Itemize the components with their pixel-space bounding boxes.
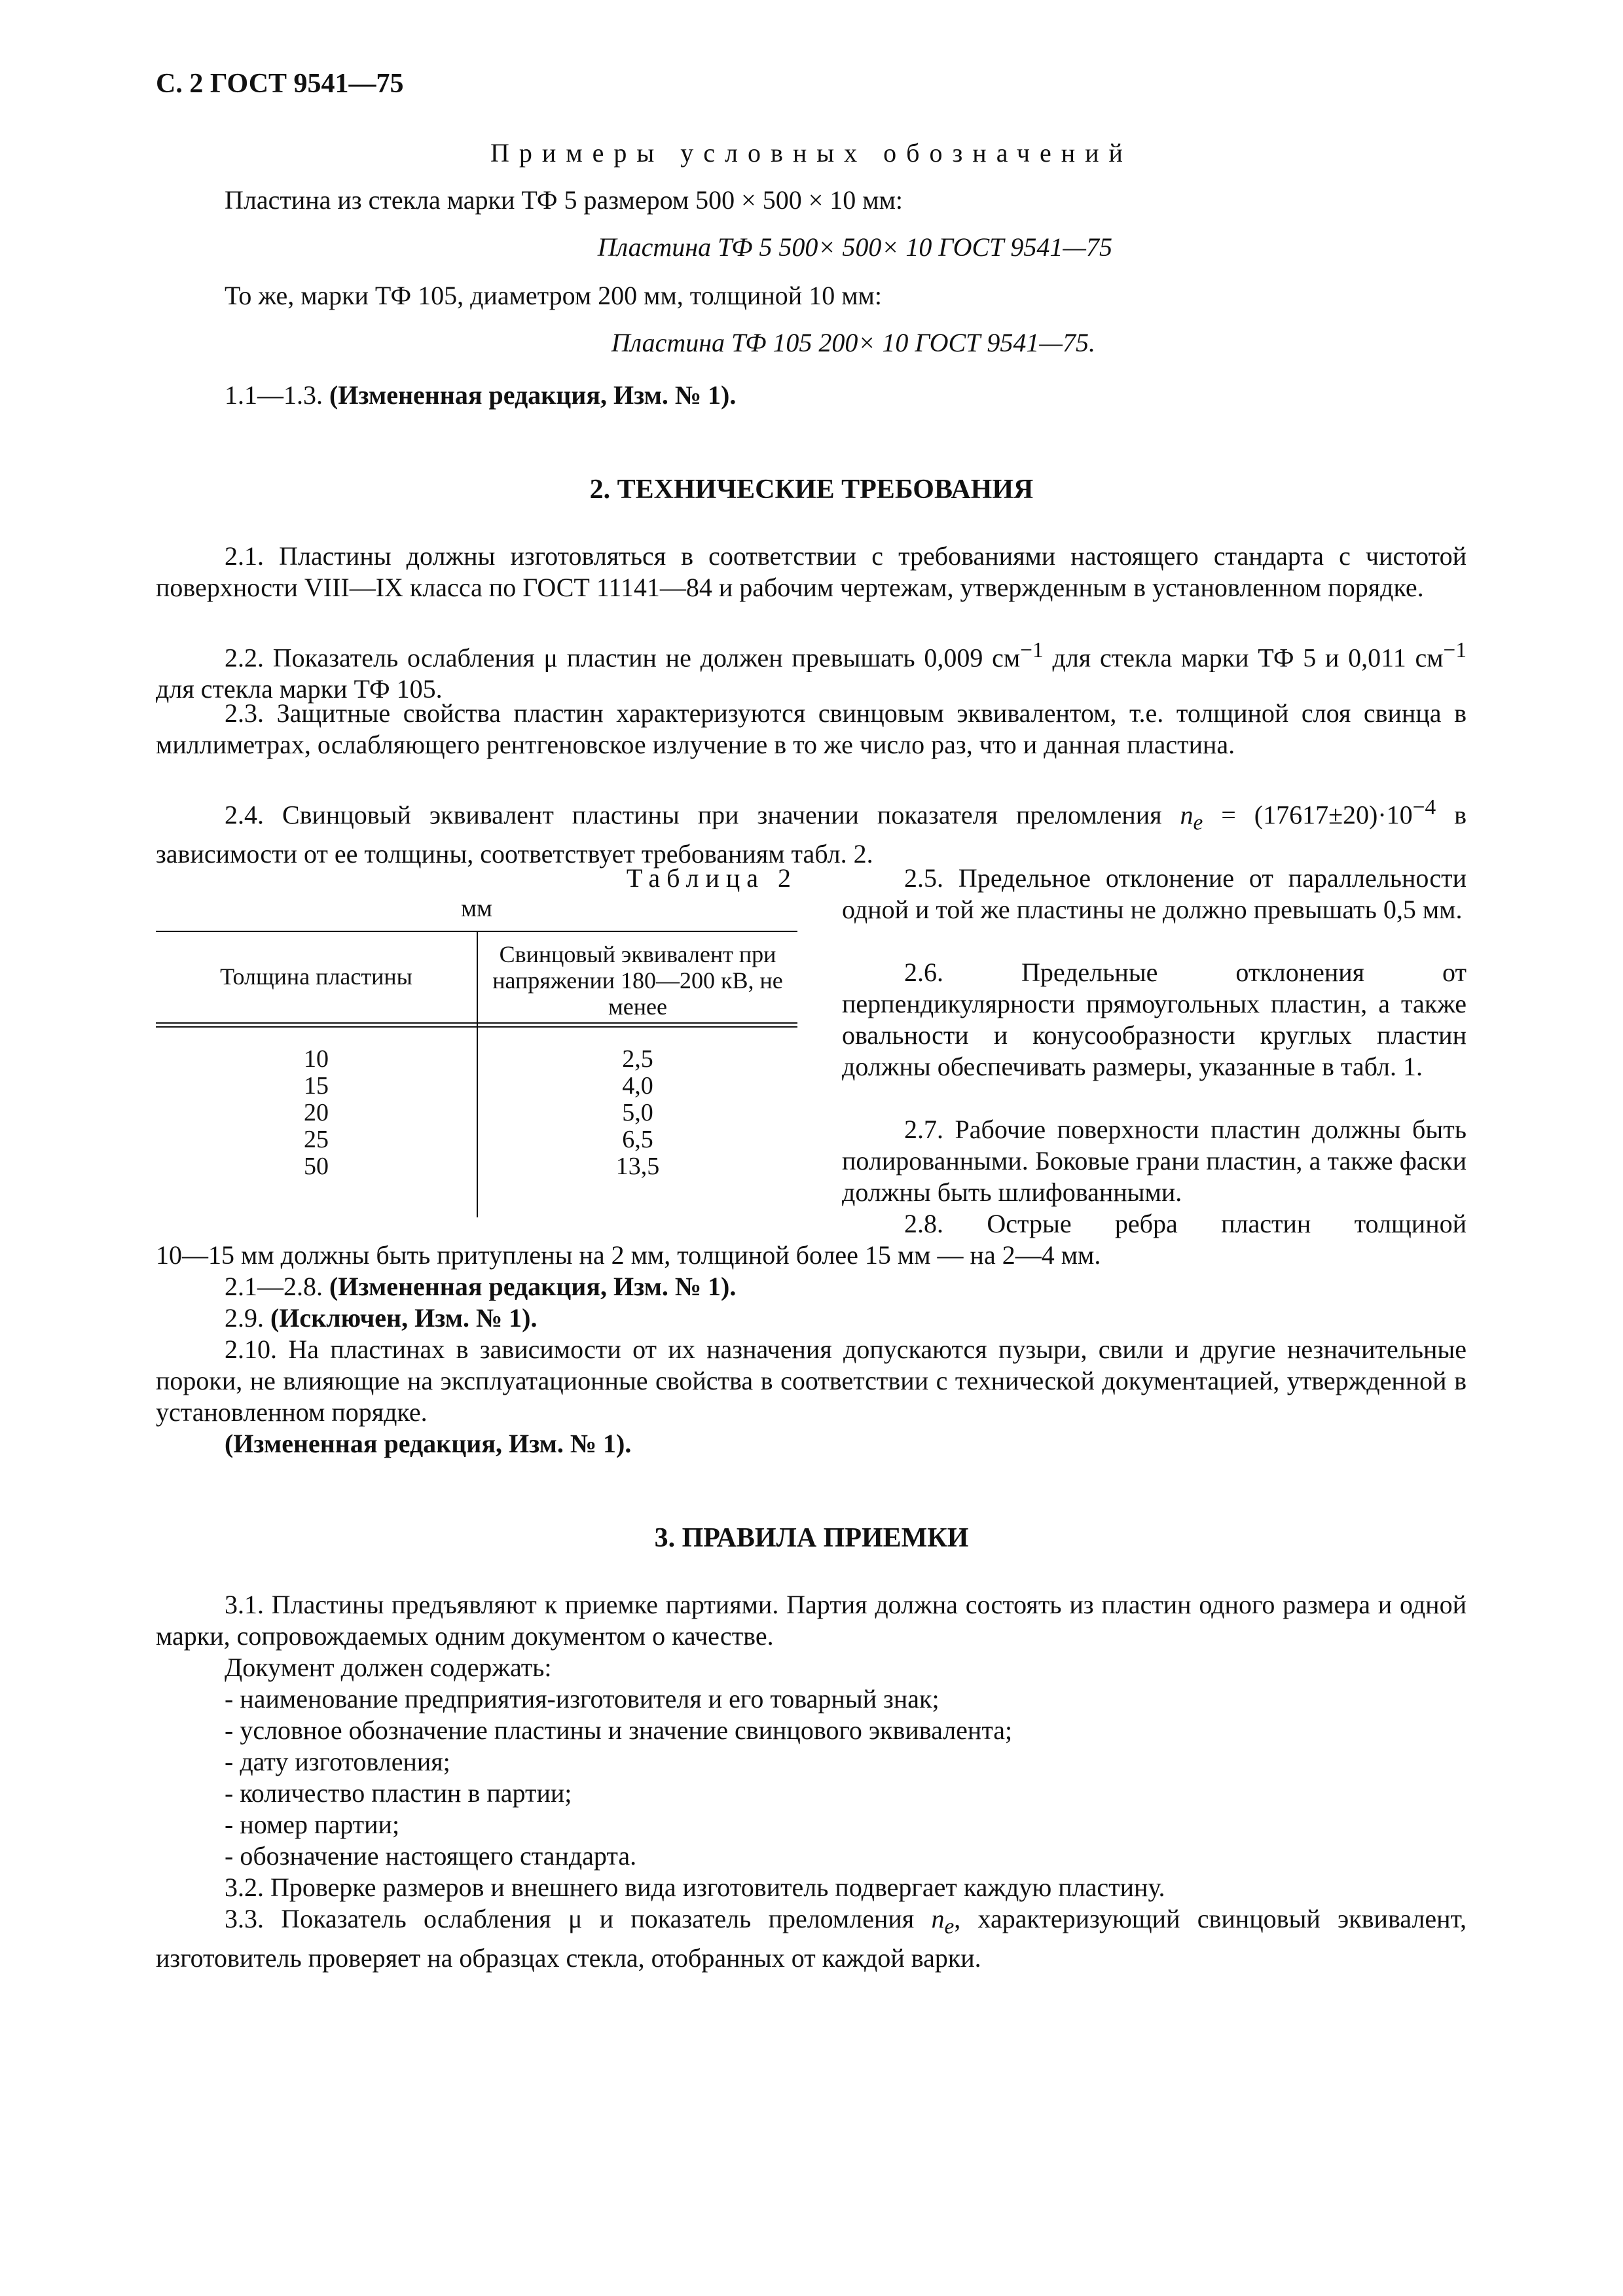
paragraph-2-6: 2.6. Предельные отклонения от перпендикулярности прямоугольных пластин, а также овальности и конусообразности круглых пластин должны обеспечивать размеры, указанные в табл. 1. <box>842 958 1467 1081</box>
p2-9-ref: 2.9. <box>225 1303 264 1333</box>
list-item: - номер партии; <box>225 1810 400 1839</box>
p2-4-text-c: в зависимости от ее толщины, соответствует требованиям табл. 2. <box>156 800 1467 869</box>
p2-4-symbol-n: n <box>1180 800 1194 830</box>
table-cell-lead-equivalent: 6,5 <box>622 1126 653 1153</box>
list-item: - обозначение настоящего стандарта. <box>225 1841 637 1871</box>
p2-2-text-b: для стекла марки ТФ 5 и 0,011 см <box>1043 643 1444 673</box>
amendment-note-2 <box>225 1271 736 1302</box>
paragraph-2-1: 2.1. Пластины должны изготовляться в соответствии с требованиями настоящего стандарта с чистотой поверхности VIII—IX класса по ГОСТ 11141—84 и рабочим чертежам, утвержденным в установленном порядке. <box>156 541 1467 602</box>
p2-4-subscript: e <box>1193 810 1203 835</box>
amendment-note-1 <box>225 380 736 411</box>
table-cell-lead-equivalent: 4,0 <box>622 1072 653 1100</box>
table-cell-lead-equivalent: 5,0 <box>622 1099 653 1126</box>
list-item: - количество пластин в партии; <box>225 1778 572 1808</box>
paragraph-2-4 <box>156 792 1467 870</box>
table-header-lead-equivalent: Свинцовый эквивалент при напряжении 180—200 кВ, не менее <box>492 941 783 1020</box>
example-designation-1: Пластина ТФ 5 500× 500× 10 ГОСТ 9541—75 <box>597 232 1112 262</box>
amendment-note-3: (Измененная редакция, Изм. № 1). <box>225 1429 632 1458</box>
paragraph-2-10: 2.10. На пластинах в зависимости от их назначения допускаются пузыри, свили и другие незначительные пороки, не влияющие на эксплуатационные свойства в соответствии с технической документацией, утвержденной в установленном порядке. <box>156 1335 1467 1427</box>
table-cell-thickness: 25 <box>304 1126 329 1153</box>
paragraph-2-2 <box>156 635 1467 705</box>
paragraph-2-8-first-line: 2.8. Острые ребра пластин толщиной <box>904 1209 1467 1238</box>
list-item: - наименование предприятия-изготовителя и его товарный знак; <box>225 1684 939 1713</box>
amendment-text-2: (Измененная редакция, Изм. № 1). <box>329 1272 737 1301</box>
paragraph-3-1: 3.1. Пластины предъявляют к приемке партиями. Партия должна состоять из пластин одного размера и одной марки, сопровождаемых одним документом о качестве. <box>156 1590 1467 1651</box>
p2-4-sup: −4 <box>1412 795 1436 819</box>
p2-2-sup-2: −1 <box>1443 638 1467 662</box>
p3-3-subscript: e <box>944 1914 955 1939</box>
example-line-1: Пластина из стекла марки ТФ 5 размером 500 × 500 × 10 мм: <box>225 185 903 215</box>
table-2 <box>156 863 797 1217</box>
paragraph-2-7: 2.7. Рабочие поверхности пластин должны быть полированными. Боковые грани пластин, а также фаски должны быть шлифованными. <box>842 1115 1467 1207</box>
table-unit: мм <box>460 895 493 922</box>
paragraph-3-2: 3.2. Проверке размеров и внешнего вида изготовитель подвергает каждую пластину. <box>225 1873 1165 1902</box>
amendment-ref-2: 2.1—2.8. <box>225 1272 323 1301</box>
p2-2-text-c: для стекла марки ТФ 105. <box>156 674 443 704</box>
list-item: - условное обозначение пластины и значение свинцового эквивалента; <box>225 1715 1013 1745</box>
paragraph-2-3: 2.3. Защитные свойства пластин характеризуются свинцовым эквивалентом, т.е. толщиной слоя свинца в миллиметрах, ослабляющего рентгеновское излучение в то же число раз, что и данная пластина. <box>156 698 1467 759</box>
paragraph-2-8-continuation: 10—15 мм должны быть притуплены на 2 мм, толщиной более 15 мм — на 2—4 мм. <box>156 1240 1101 1270</box>
page-number: С. 2 ГОСТ 9541—75 <box>156 69 404 99</box>
list-item: - дату изготовления; <box>225 1747 450 1776</box>
p2-2-sup-1: −1 <box>1020 638 1044 662</box>
table-cell-thickness: 20 <box>304 1099 329 1126</box>
paragraph-2-5: 2.5. Предельное отклонение от параллельности одной и той же пластины не должно превышать 0,5 мм. <box>842 863 1467 924</box>
p2-4-text-a: 2.4. Свинцовый эквивалент пластины при значении показателя преломления <box>225 800 1180 830</box>
table-cell-lead-equivalent: 2,5 <box>622 1045 653 1073</box>
example-line-2: То же, марки ТФ 105, диаметром 200 мм, толщиной 10 мм: <box>225 281 882 310</box>
examples-title: Примеры условных обозначений <box>490 138 1133 168</box>
paragraph-3-3 <box>156 1903 1467 1974</box>
table-caption: Таблица 2 <box>626 863 797 893</box>
table-cell-thickness: 50 <box>304 1153 329 1180</box>
table-cell-thickness: 15 <box>304 1072 329 1100</box>
amendment-ref: 1.1—1.3. <box>225 380 323 410</box>
table-header-rule <box>156 1022 797 1028</box>
p3-3-symbol-n: n <box>931 1904 945 1933</box>
example-designation-2: Пластина ТФ 105 200× 10 ГОСТ 9541—75. <box>611 328 1095 357</box>
table-cell-lead-equivalent: 13,5 <box>615 1153 660 1180</box>
p3-3-text-a: 3.3. Показатель ослабления μ и показатель преломления <box>225 1904 932 1933</box>
table-lead-equivalent-column <box>478 1046 797 1180</box>
p2-4-text-b: = (17617±20)·10 <box>1203 800 1413 830</box>
p2-9-text: (Исключен, Изм. № 1). <box>270 1303 538 1333</box>
table-header-thickness: Толщина пластины <box>220 963 412 990</box>
p3-3-text-b: , характеризующий свинцовый эквивалент, изготовитель проверяет на образцах стекла, отобранных от каждой варки. <box>156 1904 1467 1973</box>
p2-2-text-a: 2.2. Показатель ослабления μ пластин не должен превышать 0,009 см <box>225 643 1021 673</box>
document-intro: Документ должен содержать: <box>225 1653 552 1682</box>
table-cell-thickness: 10 <box>304 1045 329 1073</box>
section-3-heading: 3. ПРАВИЛА ПРИЕМКИ <box>654 1523 969 1553</box>
table-thickness-column <box>156 1046 477 1180</box>
section-2-heading: 2. ТЕХНИЧЕСКИЕ ТРЕБОВАНИЯ <box>589 475 1034 505</box>
amendment-text: (Измененная редакция, Изм. № 1). <box>329 380 737 410</box>
paragraph-2-9 <box>225 1302 537 1334</box>
